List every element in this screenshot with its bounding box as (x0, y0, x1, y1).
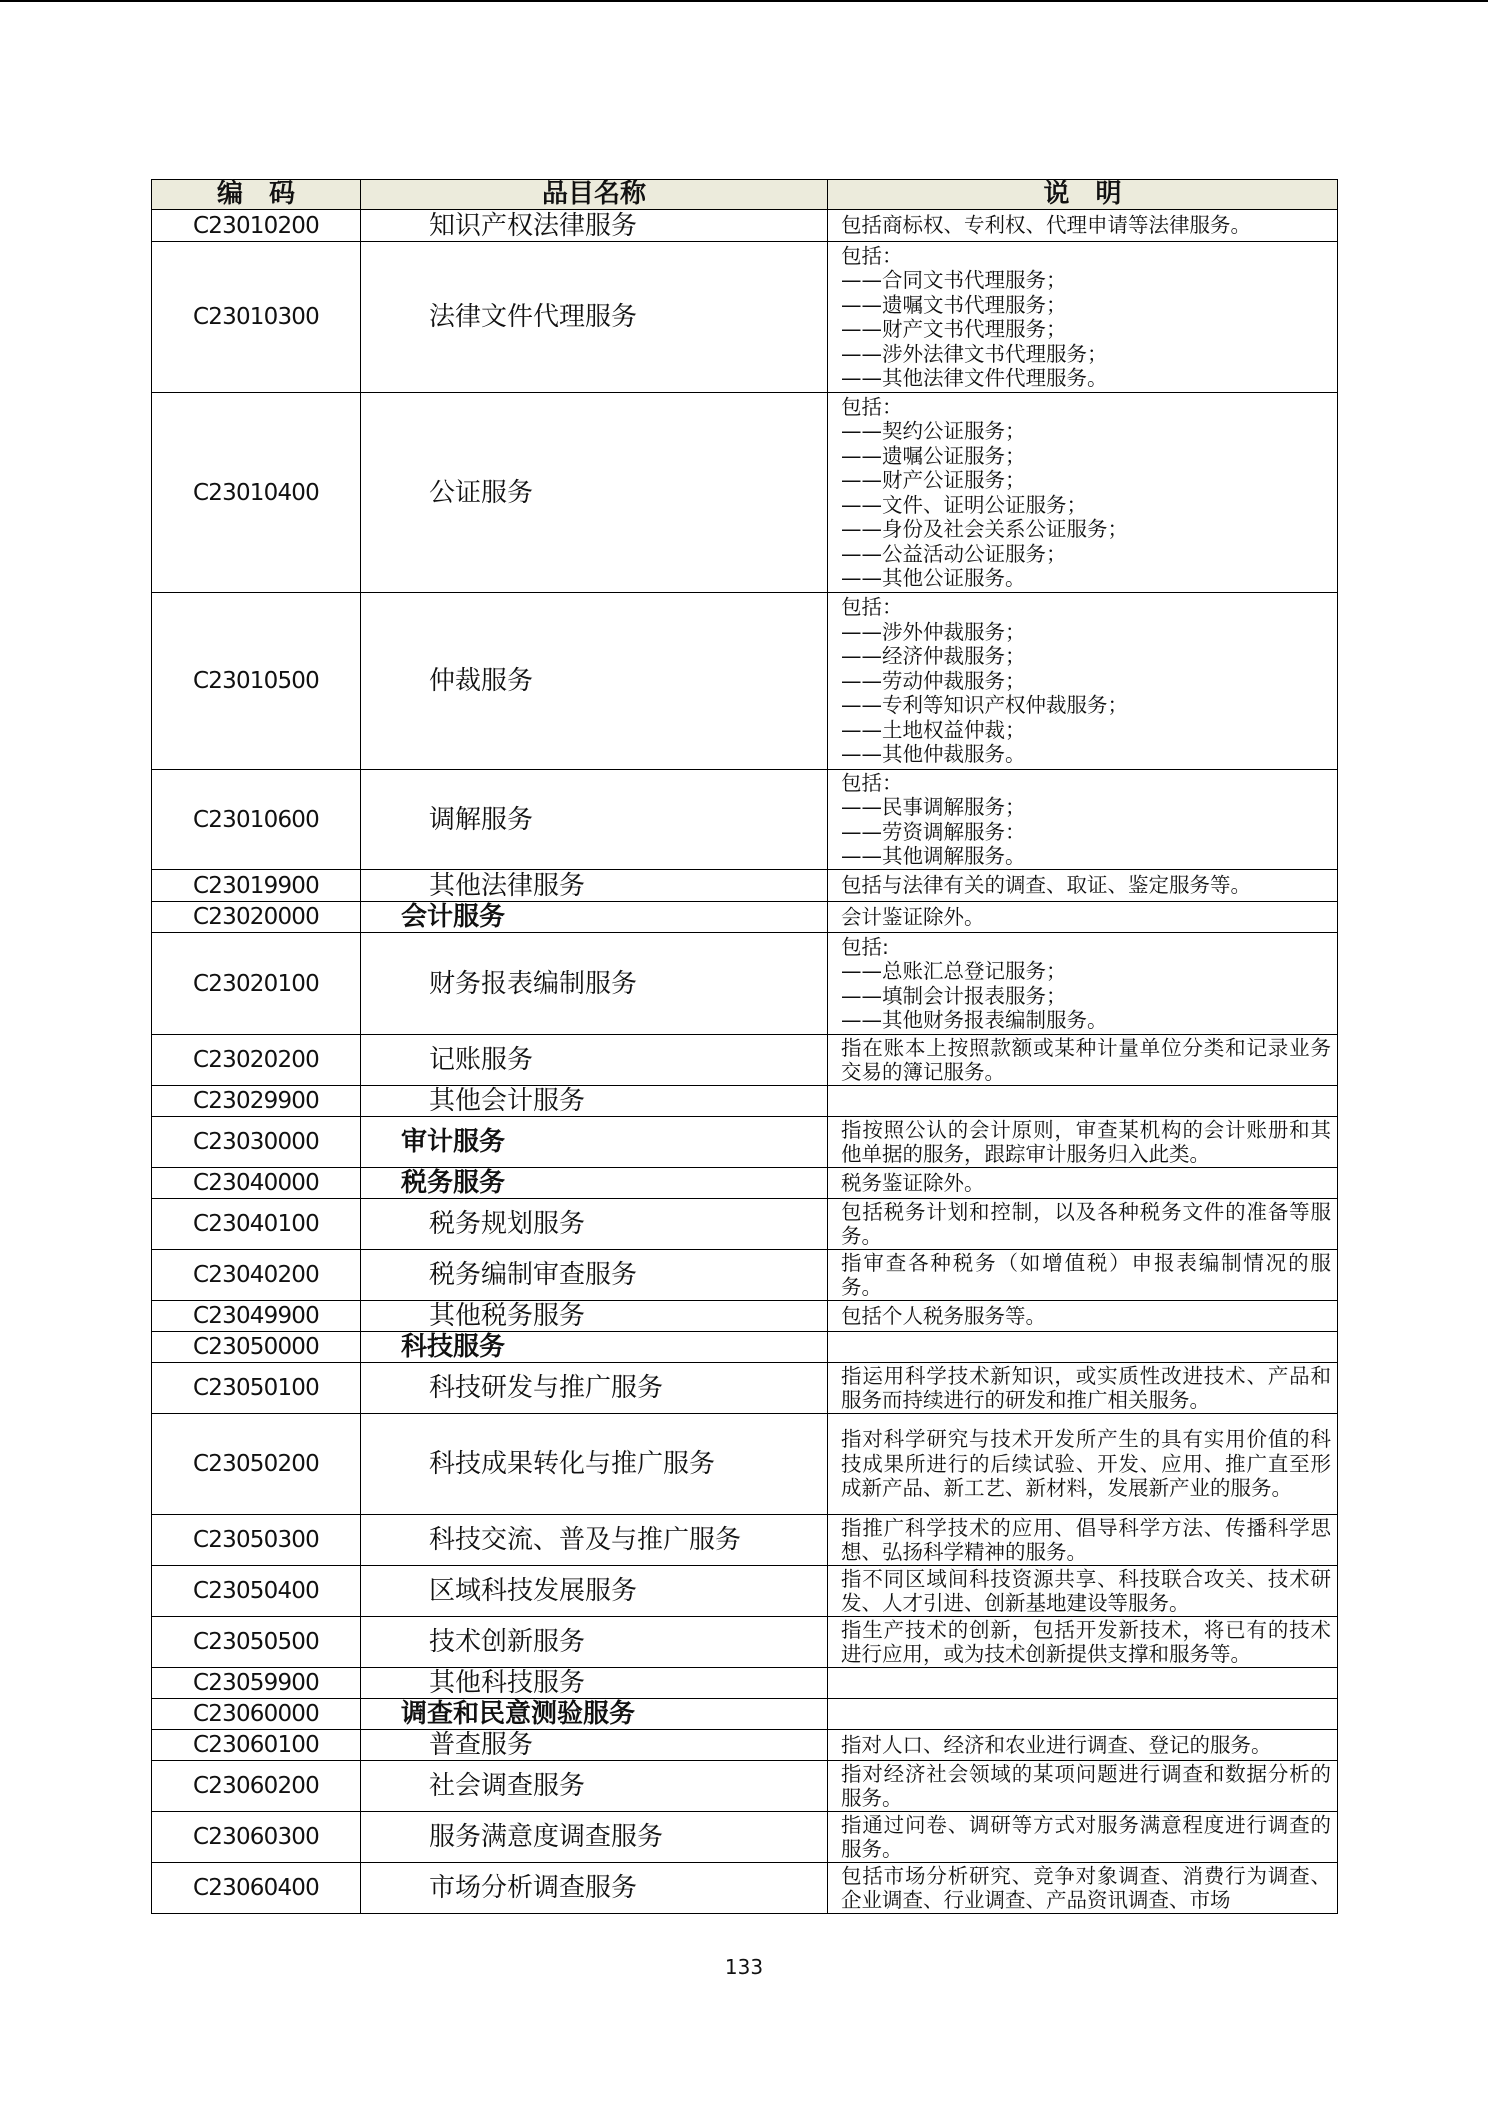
item-description (828, 1730, 1338, 1761)
item-code: C23010400 (152, 393, 361, 593)
item-name: 社会调查服务 (361, 1761, 828, 1812)
item-description (828, 210, 1338, 242)
table-row (152, 1566, 1338, 1617)
item-description (828, 870, 1338, 902)
description-line: ——土地权益仲裁； (841, 717, 1026, 742)
item-description (828, 1250, 1338, 1301)
description-line: 指在账本上按照款额或某种计量单位分类和记录业务交易的簿记服务。 (841, 1035, 1331, 1084)
item-code: C23029900 (152, 1086, 361, 1117)
description-line: ——身份及社会关系公证服务； (841, 517, 1128, 541)
description-line: ——涉外法律文书代理服务； (841, 341, 1108, 366)
item-description (828, 593, 1338, 770)
description-line: ——总账汇总登记服务； (841, 959, 1067, 983)
item-code: C23050300 (152, 1515, 361, 1566)
table-row (152, 1301, 1338, 1332)
item-name: 技术创新服务 (361, 1617, 828, 1668)
description-line: ——其他财务报表编制服务。 (841, 1008, 1108, 1032)
description-line: 包括税务计划和控制，以及各种税务文件的准备等服务。 (841, 1199, 1331, 1248)
description-line: 包括个人税务服务等。 (841, 1303, 1046, 1328)
item-name: 其他会计服务 (361, 1086, 828, 1117)
description-line: 包括： (841, 394, 903, 419)
table-row (152, 1332, 1338, 1363)
item-description (828, 902, 1338, 933)
item-code: C23059900 (152, 1668, 361, 1699)
item-name: 科技成果转化与推广服务 (361, 1414, 828, 1515)
category-name: 税务服务 (361, 1168, 828, 1199)
item-description (828, 1363, 1338, 1414)
table-row (152, 870, 1338, 902)
table-row (152, 242, 1338, 393)
table-row (152, 210, 1338, 242)
description-line: ——契约公证服务； (841, 419, 1026, 443)
description-line: 指对科学研究与技术开发所产生的具有实用价值的科技成果所进行的后续试验、开发、应用、推广直至形成新产品、新工艺、新材料，发展新产业的服务。 (841, 1427, 1331, 1501)
table-row (152, 1761, 1338, 1812)
item-name: 知识产权法律服务 (361, 210, 828, 242)
table-row (152, 1250, 1338, 1301)
item-code: C23030000 (152, 1117, 361, 1168)
item-code: C23050000 (152, 1332, 361, 1363)
table-row (152, 593, 1338, 770)
description-line: ——遗嘱公证服务； (841, 443, 1026, 468)
catalog-table (151, 179, 1338, 1914)
item-name: 公证服务 (361, 393, 828, 593)
description-line: ——遗嘱文书代理服务； (841, 292, 1067, 317)
description-line: 包括： (841, 243, 903, 268)
description-line: 包括： (841, 770, 903, 795)
item-code: C23050400 (152, 1566, 361, 1617)
category-name: 调查和民意测验服务 (361, 1699, 828, 1730)
table-row (152, 1086, 1338, 1117)
item-name: 其他科技服务 (361, 1668, 828, 1699)
item-description (828, 1035, 1338, 1086)
item-description (828, 1117, 1338, 1168)
description-line: 指生产技术的创新，包括开发新技术，将已有的技术进行应用，或为技术创新提供支撑和服务等。 (841, 1617, 1331, 1666)
item-description (828, 1699, 1338, 1730)
item-code: C23060200 (152, 1761, 361, 1812)
description-line: 指通过问卷、调研等方式对服务满意程度进行调查的服务。 (841, 1812, 1331, 1861)
item-description (828, 1668, 1338, 1699)
item-description (828, 1566, 1338, 1617)
description-line: ——合同文书代理服务； (841, 268, 1067, 292)
item-name: 调解服务 (361, 770, 828, 870)
description-line: ——劳资调解服务： (841, 819, 1026, 844)
item-name: 税务规划服务 (361, 1199, 828, 1250)
description-line: 税务鉴证除外。 (841, 1170, 985, 1195)
table-row (152, 1515, 1338, 1566)
item-code: C23019900 (152, 870, 361, 902)
description-line: 指对人口、经济和农业进行调查、登记的服务。 (841, 1732, 1272, 1757)
catalog-table-container (151, 179, 1337, 1914)
table-row (152, 1863, 1338, 1914)
description-line: ——文件、证明公证服务； (841, 492, 1087, 517)
item-code: C23040100 (152, 1199, 361, 1250)
description-line: 包括： (841, 595, 903, 620)
item-name: 财务报表编制服务 (361, 933, 828, 1035)
description-line: ——公益活动公证服务； (841, 541, 1067, 566)
item-name: 区域科技发展服务 (361, 1566, 828, 1617)
item-description (828, 1617, 1338, 1668)
top-border-line (0, 0, 1488, 2)
item-name: 市场分析调查服务 (361, 1863, 828, 1914)
description-line: ——其他仲裁服务。 (841, 742, 1026, 767)
item-description (828, 242, 1338, 393)
item-description (828, 1199, 1338, 1250)
description-line: ——涉外仲裁服务； (841, 619, 1026, 644)
description-line: 包括: (841, 934, 889, 959)
description-line: 包括市场分析研究、竞争对象调查、消费行为调查、企业调查、行业调查、产品资讯调查、市场 (841, 1863, 1331, 1912)
table-row (152, 1668, 1338, 1699)
table-row (152, 1414, 1338, 1515)
table-header-row (152, 180, 1338, 210)
item-description (828, 1414, 1338, 1515)
header-item-name: 品目名称 (361, 180, 828, 210)
description-line: 指审查各种税务（如增值税）申报表编制情况的服务。 (841, 1250, 1331, 1299)
category-name: 审计服务 (361, 1117, 828, 1168)
table-body (152, 210, 1338, 1914)
item-description (828, 1761, 1338, 1812)
category-name: 科技服务 (361, 1332, 828, 1363)
description-line: ——其他公证服务。 (841, 566, 1026, 590)
description-line: 包括与法律有关的调查、取证、鉴定服务等。 (841, 873, 1251, 898)
description-line: ——其他法律文件代理服务。 (841, 366, 1108, 390)
item-name: 其他税务服务 (361, 1301, 828, 1332)
table-row (152, 1117, 1338, 1168)
item-name: 记账服务 (361, 1035, 828, 1086)
description-line: ——专利等知识产权仲裁服务； (841, 693, 1128, 718)
table-row (152, 1730, 1338, 1761)
item-name: 法律文件代理服务 (361, 242, 828, 393)
item-description (828, 393, 1338, 593)
description-line: 指不同区域间科技资源共享、科技联合攻关、技术研发、人才引进、创新基地建设等服务。 (841, 1566, 1331, 1615)
description-line: ——财产公证服务； (841, 468, 1026, 492)
item-code: C23060000 (152, 1699, 361, 1730)
description-line: ——劳动仲裁服务； (841, 668, 1026, 693)
table-row (152, 1199, 1338, 1250)
table-row (152, 902, 1338, 933)
header-code: 编 码 (152, 180, 361, 210)
description-line: 指推广科学技术的应用、倡导科学方法、传播科学思想、弘扬科学精神的服务。 (841, 1515, 1331, 1564)
header-description: 说 明 (828, 180, 1338, 210)
description-line: 包括商标权、专利权、代理申请等法律服务。 (841, 213, 1251, 238)
item-name: 科技交流、普及与推广服务 (361, 1515, 828, 1566)
table-row (152, 1035, 1338, 1086)
item-name: 科技研发与推广服务 (361, 1363, 828, 1414)
table-row (152, 1168, 1338, 1199)
item-code: C23020000 (152, 902, 361, 933)
item-description (828, 1168, 1338, 1199)
description-line: 指对经济社会领域的某项问题进行调查和数据分析的服务。 (841, 1761, 1331, 1810)
item-description (828, 1515, 1338, 1566)
item-code: C23040200 (152, 1250, 361, 1301)
item-code: C23050500 (152, 1617, 361, 1668)
description-line: ——其他调解服务。 (841, 844, 1026, 868)
item-code: C23010600 (152, 770, 361, 870)
item-code: C23010200 (152, 210, 361, 242)
item-name: 其他法律服务 (361, 870, 828, 902)
item-code: C23060100 (152, 1730, 361, 1761)
item-description (828, 1332, 1338, 1363)
item-description (828, 933, 1338, 1035)
item-code: C23050100 (152, 1363, 361, 1414)
table-row (152, 1812, 1338, 1863)
item-name: 普查服务 (361, 1730, 828, 1761)
item-code: C23010500 (152, 593, 361, 770)
description-line: ——财产文书代理服务； (841, 317, 1067, 341)
page-number: 133 (724, 1955, 764, 1979)
table-row (152, 1699, 1338, 1730)
description-line: ——经济仲裁服务； (841, 644, 1026, 669)
item-name: 税务编制审查服务 (361, 1250, 828, 1301)
table-row (152, 770, 1338, 870)
item-code: C23020100 (152, 933, 361, 1035)
item-code: C23040000 (152, 1168, 361, 1199)
item-code: C23049900 (152, 1301, 361, 1332)
item-code: C23060400 (152, 1863, 361, 1914)
description-line: ——填制会计报表服务； (841, 983, 1067, 1008)
item-description (828, 1863, 1338, 1914)
item-description (828, 1812, 1338, 1863)
description-line: 指运用科学技术新知识，或实质性改进技术、产品和服务而持续进行的研发和推广相关服务。 (841, 1363, 1331, 1412)
item-code: C23060300 (152, 1812, 361, 1863)
item-description (828, 1086, 1338, 1117)
table-row (152, 1617, 1338, 1668)
table-row (152, 393, 1338, 593)
item-code: C23050200 (152, 1414, 361, 1515)
table-row (152, 1363, 1338, 1414)
table-row (152, 933, 1338, 1035)
item-description (828, 1301, 1338, 1332)
description-line: 指按照公认的会计原则，审查某机构的会计账册和其他单据的服务，跟踪审计服务归入此类。 (841, 1117, 1331, 1166)
item-name: 服务满意度调查服务 (361, 1812, 828, 1863)
description-line: 会计鉴证除外。 (841, 904, 985, 929)
item-name: 仲裁服务 (361, 593, 828, 770)
item-description (828, 770, 1338, 870)
item-code: C23020200 (152, 1035, 361, 1086)
description-line: ——民事调解服务； (841, 795, 1026, 819)
category-name: 会计服务 (361, 902, 828, 933)
item-code: C23010300 (152, 242, 361, 393)
